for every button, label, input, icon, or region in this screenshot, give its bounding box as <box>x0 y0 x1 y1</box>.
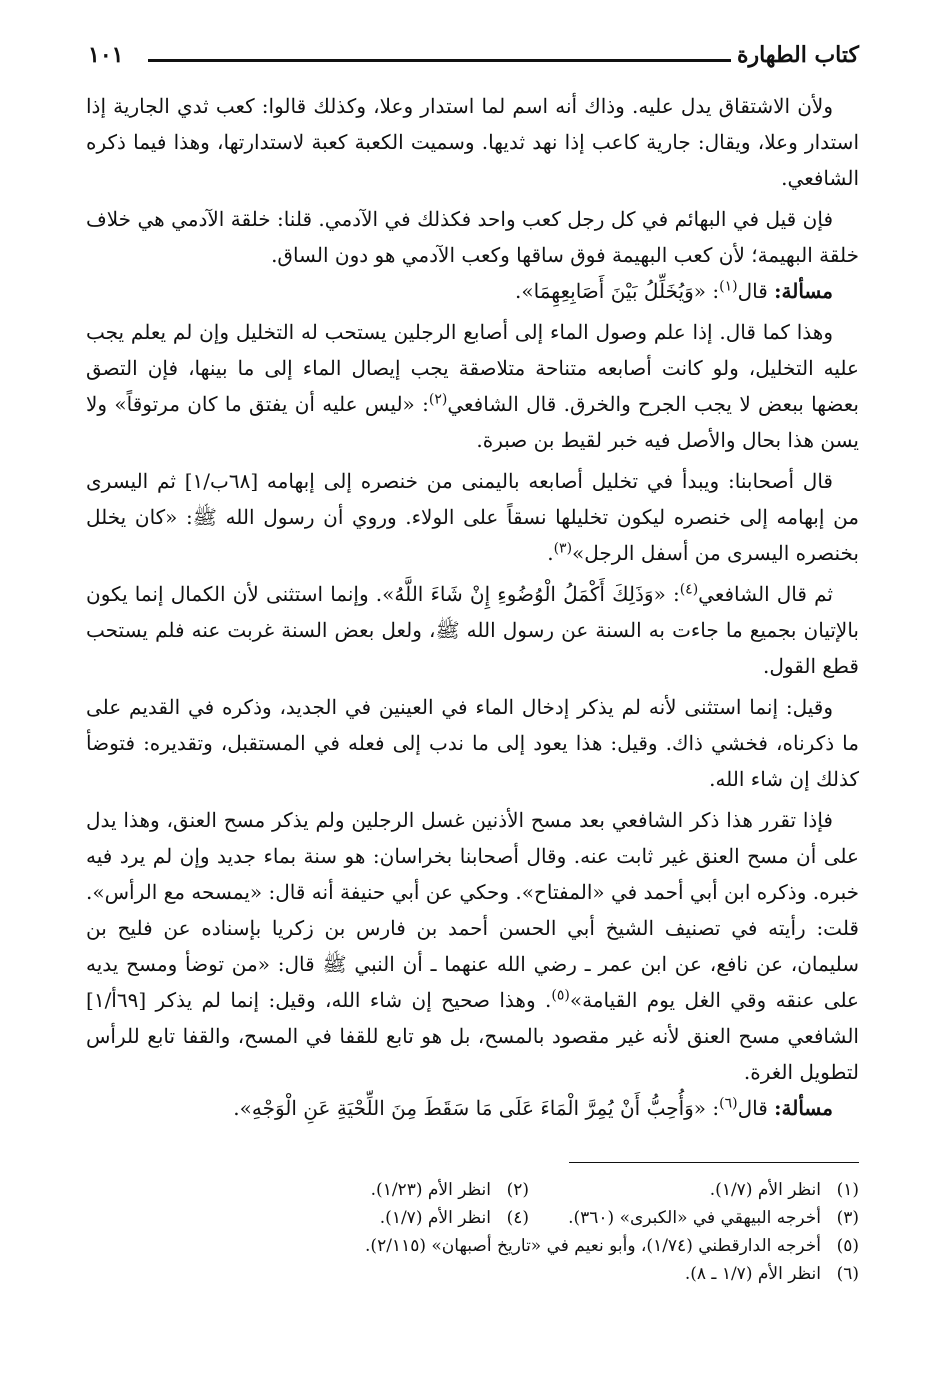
footnote-ref: (٢) <box>428 391 448 408</box>
footnote-ref: (٣) <box>553 540 573 557</box>
footnote-number: (٣) <box>836 1208 859 1228</box>
masala-text: قال <box>737 279 768 303</box>
footnote-number: (٦) <box>836 1264 859 1284</box>
header-rule <box>148 59 731 62</box>
paragraph-text: ثم قال الشافعي <box>698 582 833 606</box>
footnote-separator <box>569 1162 859 1163</box>
footnote-text: انظر الأم (١/٢٣). <box>370 1180 491 1200</box>
paragraph <box>86 576 859 684</box>
footnote-row <box>86 1232 859 1260</box>
masala-label: مسألة: <box>774 279 833 303</box>
footnote-row <box>86 1204 859 1232</box>
quoted-text: : «وَأُحِبُّ أَنْ يُمِرَّ الْمَاءَ عَلَى مَا سَقَطَ مِنَ اللِّحْيَةِ عَنِ الْوَجْهِ». <box>233 1096 720 1120</box>
footnote-number: (٤) <box>506 1208 529 1228</box>
footnote <box>365 1232 859 1260</box>
footnote-ref: (١) <box>719 278 738 295</box>
paragraph-text: فإذا تقرر هذا ذكر الشافعي بعد مسح الأذنين غسل الرجلين ولم يذكر مسح العنق، وهذا يدل على أن مسح العنق غير ثابت عنه. وقال أصحابنا بخراسان: هو سنة بماء جديد وإن لم يرد فيه خبره. وذكره ابن أبي أحمد في «المفتاح». وحكي عن أبي حنيفة أنه قال: «يمسحه مع الرأس». قلت: رأيته في تصنيف الشيخ أبي الحسن أحمد بن فارس بن زكريا بإسناده عن فليح بن سليمان، عن نافع، عن ابن عمر ـ رضي الله عنهما ـ أن النبي ﷺ قال: «من توضأ ومسح يديه على عنقه وقي الغل يوم القيامة» <box>86 808 859 1012</box>
footnote-text: أخرجه الدارقطني (١/٧٤)، وأبو نعيم في «تاريخ أصبهان» (٢/١١٥). <box>365 1236 821 1256</box>
footnote <box>529 1204 859 1232</box>
footnote-number: (٥) <box>836 1236 859 1256</box>
paragraph-text: وهذا كما قال. إذا علم وصول الماء إلى أصابع الرجلين يستحب له التخليل وإن لم يعلم يجب عليه التخليل، ولو كانت أصابعه متناحة متلاصقة يجب إيصال الماء إلى ما بينها، فإن التصق بعضها ببعض لا يجب الجرح والخرق. قال الشافعي <box>86 320 859 416</box>
footnote-ref: (٥) <box>551 987 570 1004</box>
paragraph <box>86 314 859 458</box>
paragraph <box>86 802 859 1090</box>
footnote <box>199 1204 529 1232</box>
footnote-row <box>86 1260 859 1288</box>
paragraph: وقيل: إنما استثنى لأنه لم يذكر إدخال الماء في العينين في الجديد، وذكره في القديم على ما ذكرناه، فخشي ذاك. وقيل: هذا يعود إلى ما ندب إلى فعله في المستقبل، وتقديره: فتوضأ كذلك إن شاء الله. <box>86 695 859 791</box>
paragraph-text: . وهذا صحيح إن شاء الله، وقيل: إنما لم يذكر [٦٩أ/١] الشافعي مسح العنق لأنه غير مقصود بالمسح، بل هو تابع للقفا في المسح، والقفا تابع للرأس لتطويل الغرة. <box>86 988 859 1084</box>
masala-line <box>86 273 859 309</box>
footnote-text: انظر الأم (١/٧). <box>379 1208 491 1228</box>
footnote-text: انظر الأم (١/٧). <box>709 1180 821 1200</box>
paragraph-text: : «وَذَلِكَ أَكْمَلُ الْوُضُوءِ إِنْ شَاءَ اللَّهُ». وإنما استثنى لأن الكمال إنما يكون بالإتيان بجميع ما جاءت به السنة عن رسول الله ﷺ، ولعل بعض السنة غربت عنه فلم يستحب قطع القول. <box>86 582 859 678</box>
paragraph: فإن قيل في البهائم في كل رجل كعب واحد فكذلك في الآدمي. قلنا: خلقة الآدمي هي خلاف خلقة البهيمة؛ لأن كعب البهيمة فوق ساقها وكعب الآدمي هو دون الساق. <box>86 207 859 267</box>
footnote-text: انظر الأم (١/٧ ـ ٨). <box>684 1264 821 1284</box>
quoted-text: : «وَيُخَلِّلُ بَيْنَ أَصَابِعِهِمَا». <box>515 279 720 303</box>
running-header <box>88 42 859 82</box>
paragraph: ولأن الاشتقاق يدل عليه. وذاك أنه اسم لما استدار وعلا، وكذلك قالوا: كعب ثدي الجارية إذا استدار وعلا، ويقال: جارية كاعب إذا نهد ثديها. وسميت الكعبة كعبة لاستدارتها، وهذا فيما ذكره الشافعي. <box>86 94 859 190</box>
masala-text: قال <box>737 1096 768 1120</box>
footnotes <box>86 1176 859 1288</box>
footnote-number: (١) <box>836 1180 859 1200</box>
masala-line <box>86 1090 859 1126</box>
footnote-text: أخرجه البيهقي في «الكبرى» (٣٦٠). <box>568 1208 821 1228</box>
footnote-ref: (٤) <box>679 581 699 598</box>
masala-label: مسألة: <box>774 1096 833 1120</box>
footnote <box>529 1176 859 1204</box>
footnote <box>199 1176 529 1204</box>
footnote-ref: (٦) <box>719 1095 738 1112</box>
page-number: ١٠١ <box>88 42 124 68</box>
paragraph-text: : «ليس عليه أن يفتق ما كان مرتوقاً» ولا يسن هذا بحال والأصل فيه خبر لقيط بن صبرة. <box>86 392 859 452</box>
chapter-title: كتاب الطهارة <box>736 42 859 68</box>
paragraph-text: قال أصحابنا: ويبدأ في تخليل أصابعه باليمنى من خنصره إلى إبهامه [٦٨ب/١] ثم اليسرى من إبهامه إلى خنصره ليكون تخليلها نسقاً على الولاء. وروي أن رسول الله ﷺ: «كان يخلل بخنصره اليسرى من أسفل الرجل» <box>86 469 860 565</box>
main-text <box>86 88 859 1126</box>
paragraph <box>86 463 859 571</box>
footnote-row <box>86 1176 859 1204</box>
footnote-number: (٢) <box>506 1180 529 1200</box>
paragraph-text: . <box>547 541 554 565</box>
footnote <box>685 1260 859 1288</box>
